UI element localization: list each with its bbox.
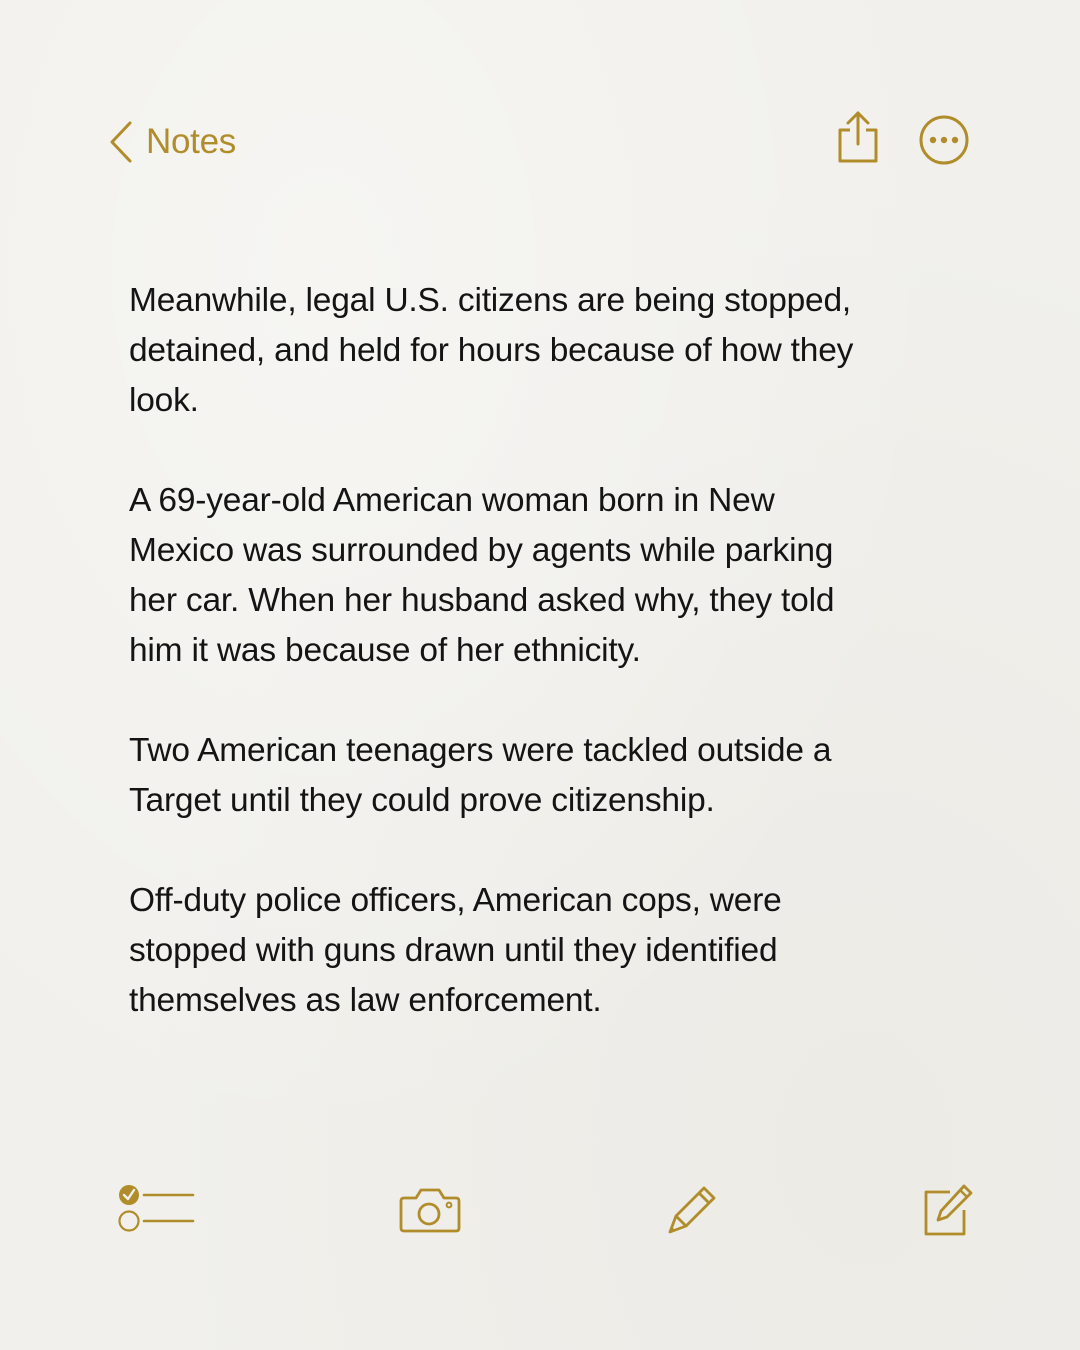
- share-icon: [834, 110, 882, 164]
- checklist-button[interactable]: [116, 1182, 196, 1242]
- markup-button[interactable]: [664, 1182, 720, 1238]
- checklist-icon: [116, 1182, 196, 1242]
- note-paragraph: Two American teenagers were tackled outside a Target until they could prove citizenship.: [129, 732, 832, 819]
- back-label: Notes: [146, 122, 236, 161]
- pencil-markup-icon: [664, 1182, 720, 1238]
- chevron-left-icon: [108, 120, 134, 164]
- camera-icon: [398, 1184, 462, 1236]
- note-body[interactable]: [129, 276, 949, 1026]
- back-to-notes-button[interactable]: [108, 110, 236, 174]
- more-options-icon: [916, 112, 972, 168]
- more-options-button[interactable]: [916, 112, 972, 168]
- bottom-toolbar: [0, 1176, 1080, 1246]
- share-button[interactable]: [834, 110, 882, 164]
- note-paragraph: Meanwhile, legal U.S. citizens are being stopped, detained, and held for hours because of how they look.: [129, 282, 854, 419]
- navigation-bar: [0, 110, 1080, 174]
- compose-icon: [920, 1182, 976, 1238]
- note-paragraph: A 69-year-old American woman born in New Mexico was surrounded by agents while parking her car. When her husband asked why, they told him it was because of her ethnicity.: [129, 482, 835, 669]
- camera-button[interactable]: [398, 1184, 462, 1236]
- new-note-button[interactable]: [920, 1182, 976, 1238]
- note-paragraph: Off-duty police officers, American cops, were stopped with guns drawn until they identified themselves as law enforcement.: [129, 882, 782, 1019]
